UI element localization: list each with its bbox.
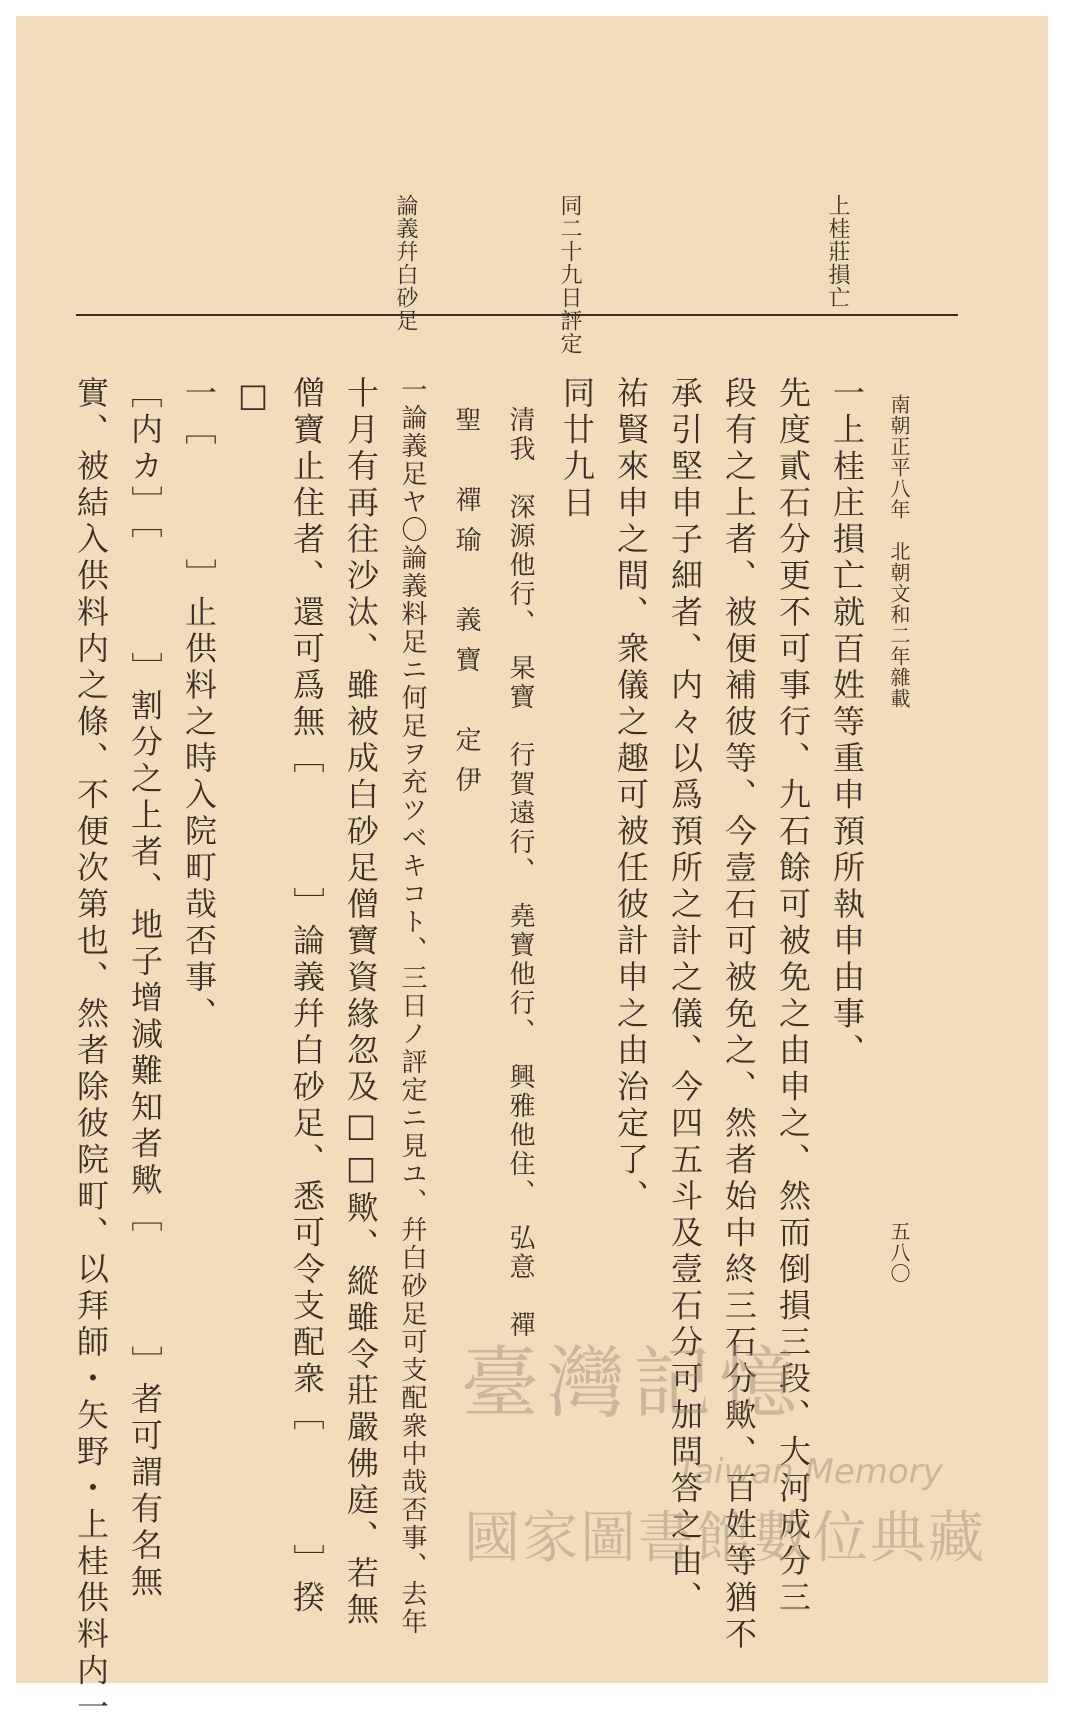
body-column-12-mark: □ bbox=[234, 376, 272, 419]
margin-note-debate: 論義幷白砂足 bbox=[393, 194, 418, 332]
body-column-15: 實、被結入供料内之條、不便次第也、然者除彼院町、以拜師・矢野・上桂供料内一 bbox=[72, 376, 110, 1727]
body-column-6-date: 同廿九日 bbox=[558, 376, 596, 522]
watermark-chinese: 臺灣記憶 bbox=[461, 1339, 806, 1429]
page-number: 五八〇 bbox=[887, 1221, 911, 1284]
header-rule bbox=[76, 314, 958, 316]
body-column-1: 一上桂庄損亡就百姓等重申預所執申由事、 bbox=[828, 376, 866, 1070]
body-column-10: 十月有再往沙汰、雖被成白砂足僧寶資緣忽及□□歟、縱雖令莊嚴佛庭、若無 bbox=[342, 376, 380, 1629]
body-column-11: 僧寶止住者、還可爲無［ ］論義幷白砂足、悉可令支配衆［ ］揆 bbox=[288, 376, 326, 1617]
body-column-5: 祐賢來申之間、衆儀之趣可被任彼計申之由治定了、 bbox=[612, 376, 650, 1216]
body-column-4: 承引堅申子細者、内々以爲預所之計之儀、今四五斗及壹石分可加問答之由、 bbox=[666, 376, 704, 1617]
margin-note-date: 同二十九日評定 bbox=[557, 194, 582, 355]
body-column-9: 一論義足ヤ〇論義料足ニ何足ヲ充ツベキコト、三日ノ評定ニ見ユ、幷白砂足可支配衆中哉否事、去年 bbox=[397, 376, 427, 1636]
body-column-3: 段有之上者、被便補彼等、今壹石可被免之、然者始中終三石分歟、百姓等猶不 bbox=[720, 376, 758, 1654]
body-column-14: ［内カ］［ ］割分之上者、地子增減難知者歟［ ］者可謂有名無 bbox=[126, 376, 164, 1601]
margin-note-loss: 上桂莊損亡 bbox=[825, 194, 850, 309]
body-column-2: 先度貳石分更不可事行、九石餘可被免之由申之、然而倒損三段、大河成分三 bbox=[774, 376, 812, 1617]
body-column-8-attendees: 聖 禪瑜 義寶 定伊 bbox=[451, 406, 481, 806]
watermark-library: 國家圖書館數位典藏 bbox=[464, 1506, 986, 1571]
book-page bbox=[16, 16, 1048, 1727]
watermark-english: Taiwan Memory bbox=[676, 1452, 943, 1492]
running-title: 南朝正平八年 北朝文和二年雜載 bbox=[887, 394, 911, 709]
body-column-13: 一［ ］止供料之時入院町哉否事、 bbox=[180, 376, 218, 1033]
body-column-7-attendees: 清我 深源他行、 杲寶 行賀遠行、 堯寶他行、 興雅他住、 弘意 禪 bbox=[505, 406, 535, 1340]
